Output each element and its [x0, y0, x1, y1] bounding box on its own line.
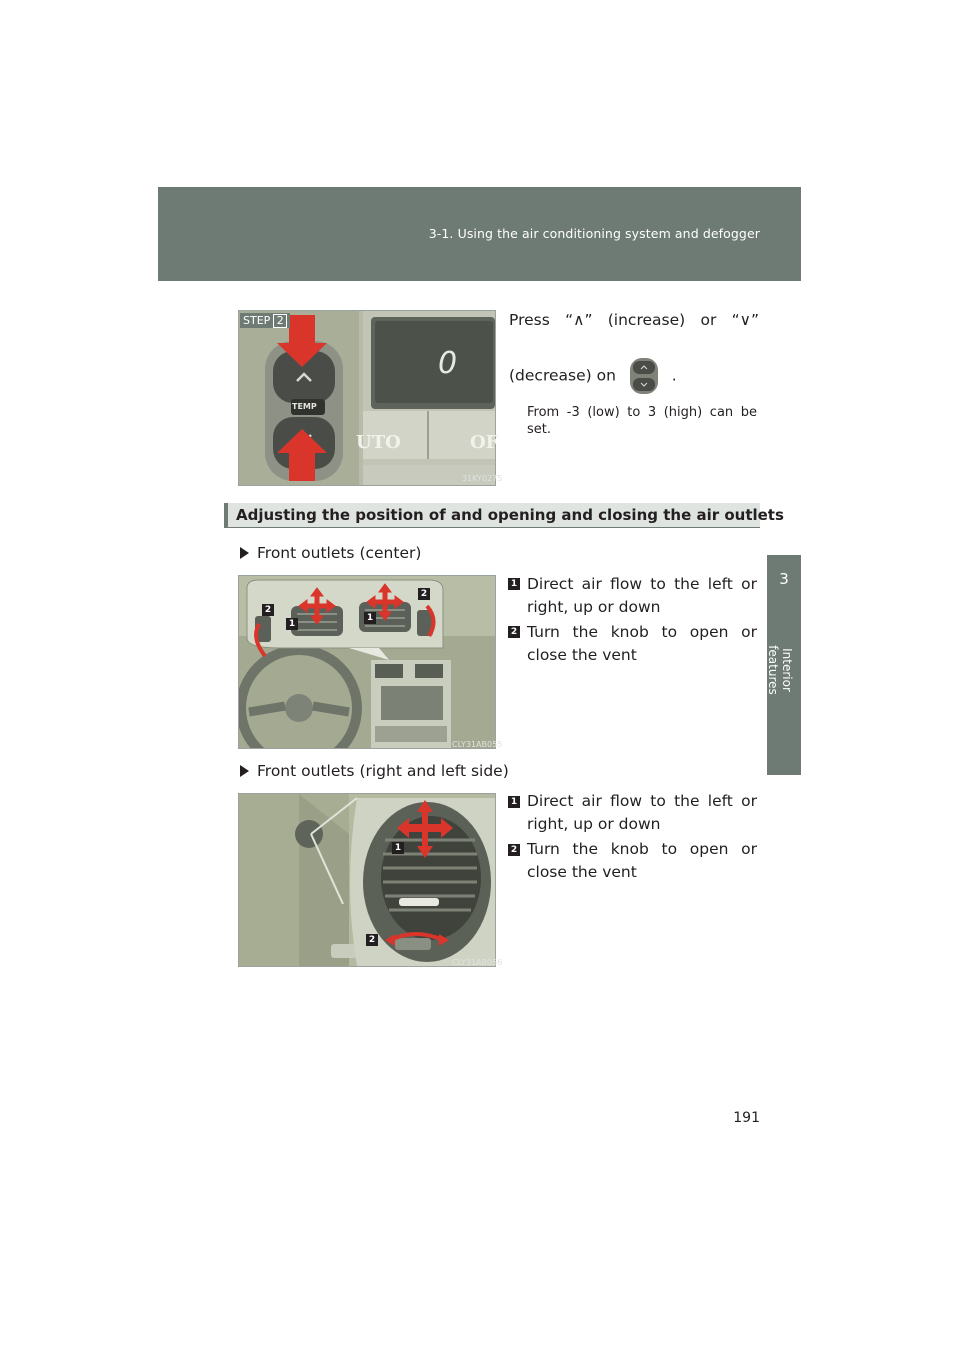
center-item-1-text: Direct air flow to the left or right, up or down — [527, 575, 757, 616]
side-heading-text: Front outlets (right and left side) — [257, 762, 509, 780]
side-item-1-text: Direct air flow to the left or right, up or down — [527, 792, 757, 833]
temp-button-label: TEMP — [292, 402, 317, 411]
center-outlets-photo — [238, 575, 496, 749]
step-instruction-line1: Press “∧” (increase) or “∨” — [509, 311, 759, 329]
step-note: From -3 (low) to 3 (high) can be set. — [527, 405, 757, 437]
temp-control-photo — [238, 310, 499, 486]
side-callout-1: 1 — [392, 842, 404, 854]
bullet-triangle-icon — [240, 547, 249, 559]
display-value: 0 — [438, 346, 458, 381]
bullet-triangle-icon — [240, 765, 249, 777]
center-item-1-number: 1 — [508, 578, 520, 590]
side-item-2-number: 2 — [508, 844, 520, 856]
center-image-code: CLY31AB055 — [452, 740, 503, 749]
center-heading-text: Front outlets (center) — [257, 544, 422, 562]
side-item-1-number: 1 — [508, 796, 520, 808]
step-instruction-end: . — [671, 366, 677, 385]
chapter-section-title: 3-1. Using the air conditioning system and defogger — [428, 226, 760, 241]
off-label: OF — [470, 432, 499, 453]
side-tab-number: 3 — [779, 570, 789, 588]
temp-button-icon — [627, 357, 661, 395]
image-code: 31KY0275 — [462, 474, 503, 483]
section-heading: Adjusting the position of and opening and closing the air outlets — [236, 506, 784, 524]
center-item-2-number: 2 — [508, 626, 520, 638]
step-instruction-line2 — [509, 357, 769, 395]
center-item-2-text: Turn the knob to open or close the vent — [527, 623, 757, 664]
side-callout-2: 2 — [366, 934, 378, 946]
step-number: 2 — [273, 314, 287, 328]
auto-label: UTO — [356, 432, 401, 453]
step-instruction-text: (decrease) on — [509, 366, 616, 385]
side-outlets-heading — [240, 762, 509, 780]
step-label: STEP — [243, 314, 271, 327]
center-callout-2: 1 — [286, 618, 298, 630]
side-image-code: CLY31AB056 — [452, 958, 503, 967]
side-tab-label: Interior features — [766, 645, 794, 695]
page-number: 191 — [733, 1110, 760, 1126]
center-callout-3: 1 — [364, 612, 376, 624]
center-callout-4: 2 — [418, 588, 430, 600]
step-badge — [240, 313, 290, 328]
side-item-2-text: Turn the knob to open or close the vent — [527, 840, 757, 881]
center-outlets-heading — [240, 544, 421, 562]
center-callout-1: 2 — [262, 604, 274, 616]
